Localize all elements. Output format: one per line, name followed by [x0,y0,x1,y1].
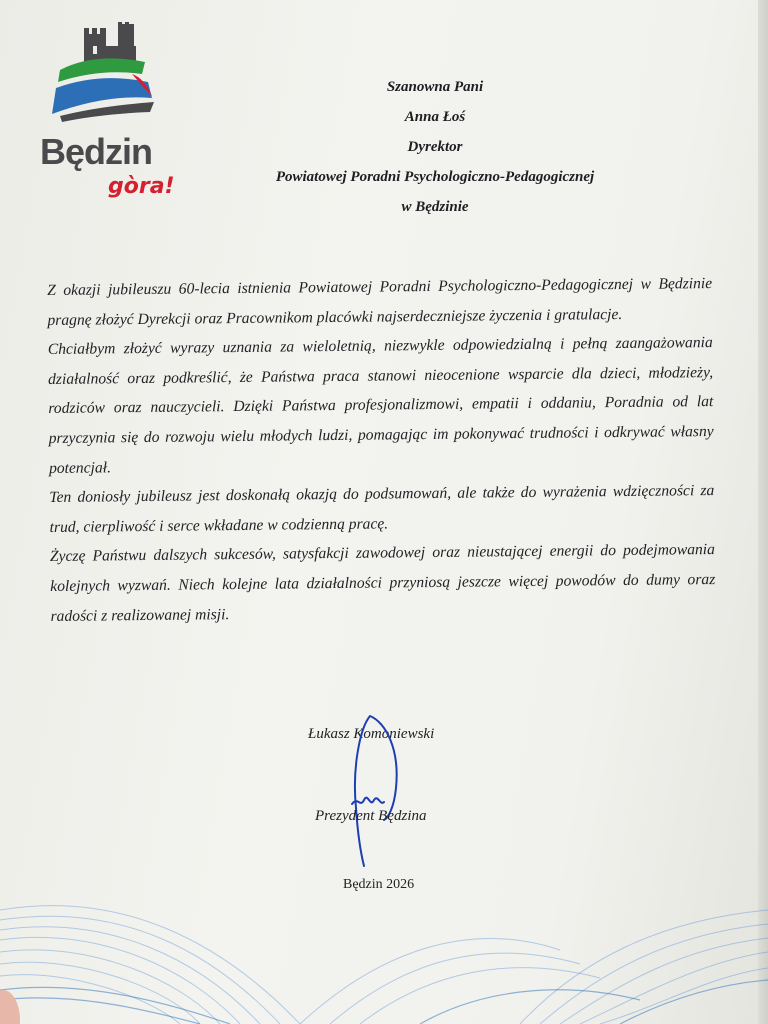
letter-body [47,269,716,631]
signatory-title: Prezydent Będzina [315,808,427,824]
body-paragraph: Ten doniosły jubileusz jest doskonałą okazją do podsumowań, ale także do wyrażenia wdzięczności za trud, cierpliwość i serce wkładane w codzienną pracę. [49,482,715,536]
institution-location: w Będzinie [401,199,469,215]
addressee-name: Anna Łoś [404,109,466,125]
signatory-name: Łukasz Komoniewski [308,726,435,742]
handwritten-signature [330,708,420,868]
decorative-waves [0,880,768,1024]
body-paragraph: Z okazji jubileuszu 60-lecia istnienia Powiatowej Poradni Psychologiczno-Pedagogicznej w Będzinie pragnę złożyć Dyrekcji oraz Pracownikom placówki najserdeczniejsze życzenia i gratulacje. [47,275,713,329]
logo-emblem [40,22,165,137]
body-paragraph: Chciałbym złożyć wyrazy uznania za wieloletnią, niezwykle odpowiedzialną i pełną zaangażowania działalność oraz podkreślić, że Państwa praca stanowi nieocenione wsparcie dla dzieci, młodzieży, rodziców oraz nauczycieli. Dzięki Państwa profesjonalizmowi, empatii i oddaniu, Poradnia od lat przyczynia się do rozwoju wielu młodych ludzi, pomagając im pokonywać trudności i odkrywać własny potencjał. [47,334,714,477]
addressee-role: Dyrektor [407,139,463,155]
page-edge [758,0,768,1024]
city-logo [40,22,175,199]
logo-wordmark: Będzin [40,131,153,172]
institution-name: Powiatowej Poradni Psychologiczno-Pedagogicznej [275,169,595,185]
logo-tagline: gòra! [108,174,175,199]
addressee-block [200,72,670,222]
salutation: Szanowna Pani [386,79,484,95]
body-paragraph: Życzę Państwu dalszych sukcesów, satysfakcji zawodowej oraz nieustającej energii do podejmowania kolejnych wyzwań. Niech kolejne lata działalności przyniosą jeszcze więcej powodów do dumy oraz radości z realizowanej misji. [49,541,716,625]
place-and-date: Będzin 2026 [343,877,415,892]
